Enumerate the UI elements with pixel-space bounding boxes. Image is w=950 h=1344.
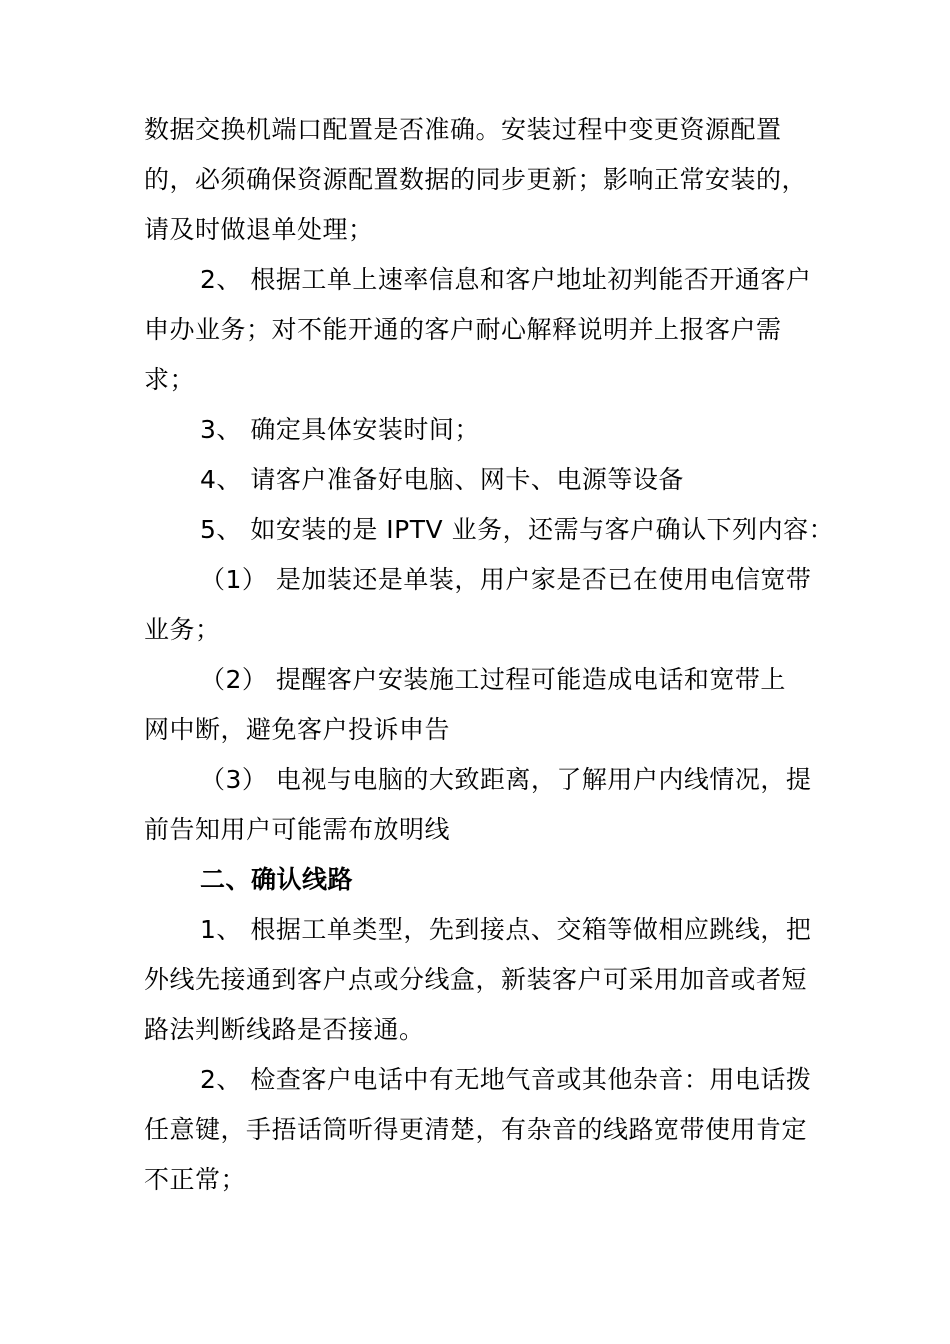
paragraph-line: 申办业务；对不能开通的客户耐心解释说明并上报客户需 [144,315,782,344]
paragraph-line: 请及时做退单处理； [144,215,374,244]
paragraph-line: 数据交换机端口配置是否准确。安装过程中变更资源配置 [144,115,782,144]
section-heading: 二、确认线路 [200,865,354,894]
paragraph-line: 求； [144,365,196,394]
list-item-2: 2、 根据工单上速率信息和客户地址初判能否开通客户 [200,265,812,294]
paragraph-line: 任意键，手捂话筒听得更清楚，有杂音的线路宽带使用肯定 [144,1115,808,1144]
sub-item-3: （3） 电视与电脑的大致距离，了解用户内线情况，提 [200,765,812,794]
paragraph-line: 外线先接通到客户点或分线盒，新装客户可采用加音或者短 [144,965,808,994]
paragraph-line: 不正常； [144,1165,247,1194]
list-item-2: 2、 检查客户电话中有无地气音或其他杂音：用电话拨 [200,1065,812,1094]
list-item-5: 5、 如安装的是 IPTV 业务，还需与客户确认下列内容： [200,515,835,544]
paragraph-line: 网中断，避免客户投诉申告 [144,715,451,744]
paragraph-line: 的，必须确保资源配置数据的同步更新；影响正常安装的， [144,165,808,194]
list-item-4: 4、 请客户准备好电脑、网卡、电源等设备 [200,465,684,494]
paragraph-line: 前告知用户可能需布放明线 [144,815,451,844]
sub-item-2: （2） 提醒客户安装施工过程可能造成电话和宽带上 [200,665,786,694]
list-item-3: 3、 确定具体安装时间； [200,415,480,444]
list-item-1: 1、 根据工单类型，先到接点、交箱等做相应跳线，把 [200,915,812,944]
paragraph-line: 业务； [144,615,221,644]
sub-item-1: （1） 是加装还是单装，用户家是否已在使用电信宽带 [200,565,812,594]
paragraph-line: 路法判断线路是否接通。 [144,1015,425,1044]
